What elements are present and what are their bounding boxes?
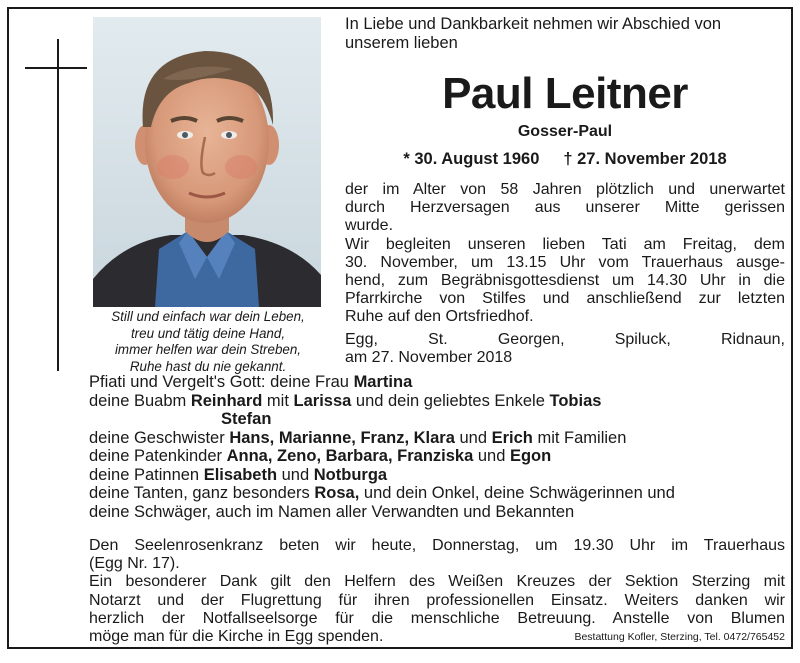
notice-line: Ruhe auf den Ortsfriedhof. (345, 308, 534, 326)
mourner-text: und (454, 428, 492, 447)
life-dates (345, 149, 785, 169)
mourner-name: Martina (353, 373, 413, 391)
mourner-name: Notburga (313, 465, 388, 484)
mourner-line (89, 429, 789, 448)
intro-text (345, 15, 785, 52)
place-line: Egg, St. Georgen, Spiluck, Ridnaun, (345, 331, 785, 348)
closing-line: Den Seelenrosenkranz beten wir heute, Donnerstag, um 19.30 Uhr im Trauerhaus (89, 537, 785, 554)
mourner-name: Larissa (293, 391, 352, 410)
mourner-text: mit Familien (532, 428, 627, 447)
mourner-text: Pfiati und Vergelt's Gott: deine Frau (89, 373, 354, 391)
closing-line: Notarzt und der Flugrettung für ihren professionellen Einsatz. Weiters danken wir (89, 591, 785, 609)
mourners-list (89, 373, 789, 521)
notice-line: der im Alter von 58 Jahren plötzlich und unerwartet (345, 181, 785, 198)
mourner-text: deine Schwäger, auch im Namen aller Verwandten und Bekannten (89, 502, 575, 521)
mourner-name: Egon (509, 447, 552, 465)
mourner-line (89, 410, 789, 429)
closing-text (89, 537, 785, 646)
notice-line: Pfarrkirche von Stilfes und anschließend zur letzten (345, 290, 785, 308)
portrait-photo (93, 17, 321, 307)
mourner-text: deine Patinnen (89, 465, 204, 484)
mourner-name: Tobias (549, 391, 602, 410)
notice-line: Wir begleiten unseren lieben Tati am Freitag, dem (345, 235, 785, 253)
mourner-line (89, 447, 789, 466)
intro-line: unserem lieben (345, 33, 458, 52)
poem-line: treu und tätig deine Hand, (130, 325, 286, 341)
notice-line: 30. November, um 13.15 Uhr vom Trauerhaus ausge- (345, 253, 785, 271)
mourner-text: und (473, 447, 510, 465)
mourner-name: Elisabeth (203, 465, 278, 484)
mourner-text: deine Geschwister (89, 428, 230, 447)
intro-line: In Liebe und Dankbarkeit nehmen wir Abschied von (345, 15, 722, 33)
obituary-notice (7, 7, 793, 649)
mourner-name: Reinhard (190, 391, 263, 410)
closing-line: (Egg Nr. 17). (89, 555, 180, 573)
mourner-line (89, 466, 789, 485)
closing-line: herzlich der Notfallseelsorge für die menschliche Betreuung. Anstelle von Blumen (89, 609, 785, 627)
notice-line: durch Herzversagen aus unserer Mitte gerissen (345, 199, 785, 217)
mourner-text: deine Tanten, ganz besonders (89, 484, 315, 502)
poem-line: immer helfen war dein Streben, (114, 342, 302, 357)
mourner-line (89, 373, 789, 392)
birth-date: * 30. August 1960 (403, 150, 540, 168)
deceased-nickname: Gosser-Paul (517, 123, 613, 140)
mourner-name: Stefan (221, 410, 272, 428)
closing-line: Ein besonderer Dank gilt den Helfern des Weißen Kreuzes der Sektion Sterzing mit (89, 573, 785, 591)
deceased-name: Paul Leitner (442, 69, 688, 118)
funeral-home-credit: Bestattung Kofler, Sterzing, Tel. 0472/765452 (574, 631, 785, 643)
poem-line: Ruhe hast du nie gekannt. (129, 358, 287, 374)
mourner-text: und (277, 465, 314, 484)
mourner-text: mit (262, 391, 294, 410)
notice-line: wurde. (345, 217, 394, 235)
mourner-name: Erich (491, 428, 533, 447)
mourner-text: deine Patenkinder (89, 447, 227, 465)
place-line: am 27. November 2018 (345, 349, 513, 367)
mourner-name: Anna, Zeno, Barbara, Franziska (226, 447, 474, 465)
mourner-name: Hans, Marianne, Franz, Klara (229, 428, 455, 447)
death-date: † 27. November 2018 (563, 150, 727, 168)
mourner-name: Rosa, (314, 484, 360, 502)
mourner-line (89, 503, 789, 522)
notice-line: hend, zum Begräbnisgottesdienst um 14.30 Uhr in die (345, 272, 785, 290)
mourner-text: deine Buabm (89, 391, 191, 410)
mourner-line (89, 392, 789, 411)
mourner-text: und dein geliebtes Enkele (351, 391, 550, 410)
poem-line: Still und einfach war dein Leben, (111, 309, 305, 324)
place-and-date (345, 331, 785, 367)
mourner-line (89, 484, 789, 503)
death-notice-text (345, 181, 785, 327)
memorial-poem (87, 309, 329, 375)
closing-line: möge man für die Kirche in Egg spenden. (89, 628, 384, 646)
mourner-text: und dein Onkel, deine Schwägerinnen und (359, 484, 675, 502)
